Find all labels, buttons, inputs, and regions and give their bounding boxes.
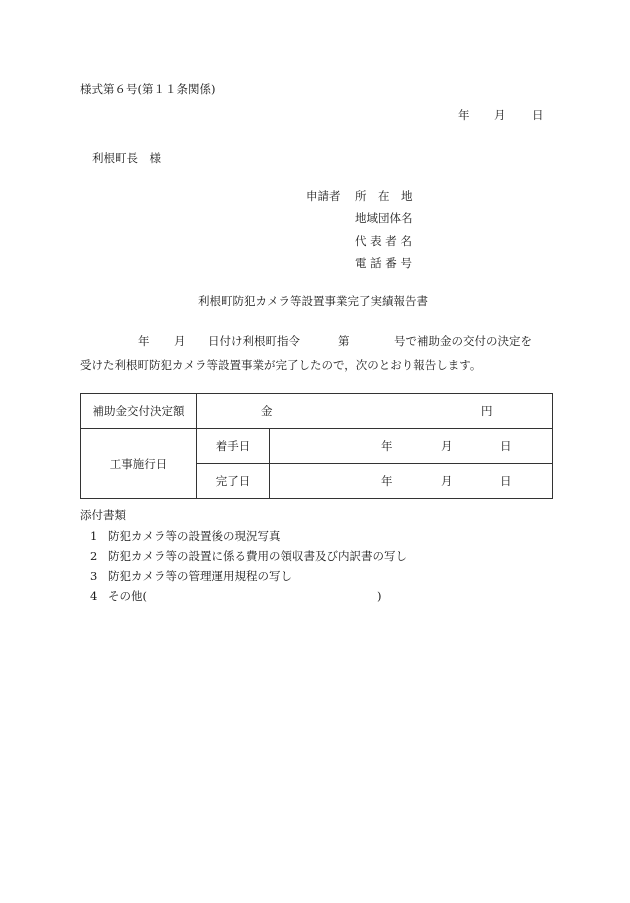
attachment-item [90, 591, 381, 603]
body-year: 年 [138, 334, 150, 348]
attachments-heading: 添付書類 [80, 508, 126, 522]
attachment-item [90, 551, 407, 563]
body-rest: 号で補助金の交付の決定を [394, 334, 532, 348]
amount-field[interactable] [197, 394, 553, 429]
attachment-number: 2 [90, 549, 98, 563]
end-date-label: 完了日 [197, 464, 270, 499]
attachment-item [90, 571, 292, 583]
date-month: 月 [494, 108, 506, 122]
end-year: 年 [381, 474, 393, 488]
start-date-field[interactable] [270, 429, 553, 464]
start-day: 日 [500, 439, 512, 453]
amount-row [81, 394, 553, 429]
date-year: 年 [458, 108, 470, 122]
start-row [81, 429, 553, 464]
document-title: 利根町防犯カメラ等設置事業完了実績報告書 [198, 294, 428, 308]
applicant-phone-label: 電 話 番 号 [355, 256, 412, 270]
attachment-text: その他( ) [108, 589, 382, 603]
body-line-2: 受けた利根町防犯カメラ等設置事業が完了したので，次のとおり報告します。 [80, 358, 482, 372]
attachment-number: 1 [90, 529, 98, 543]
body-line-1 [80, 336, 532, 348]
addressee: 利根町長 様 [92, 151, 161, 165]
end-month: 月 [441, 474, 453, 488]
end-day: 日 [500, 474, 512, 488]
start-year: 年 [381, 439, 393, 453]
body-month: 月 [174, 334, 186, 348]
submission-date [458, 110, 544, 122]
applicant-representative-label: 代 表 者 名 [355, 234, 412, 248]
amount-suffix: 円 [481, 404, 493, 418]
applicant-address-label: 所 在 地 [355, 189, 413, 203]
date-day: 日 [532, 108, 544, 122]
end-date-field[interactable] [270, 464, 553, 499]
attachment-number: 4 [90, 589, 98, 603]
attachment-text: 防犯カメラ等の設置に係る費用の領収書及び内訳書の写し [108, 549, 407, 563]
report-table [80, 393, 553, 499]
start-month: 月 [441, 439, 453, 453]
work-period-label: 工事施行日 [81, 429, 197, 499]
attachment-text: 防犯カメラ等の設置後の現況写真 [108, 529, 281, 543]
form-number: 様式第６号(第１１条関係) [80, 82, 216, 96]
start-date-label: 着手日 [197, 429, 270, 464]
amount-prefix: 金 [261, 404, 273, 418]
applicant-label: 申請者 [306, 189, 341, 203]
body-dai: 第 [338, 334, 350, 348]
applicant-group-name-label: 地域団体名 [355, 211, 413, 225]
attachment-item [90, 531, 281, 543]
body-date-suffix: 日付け利根町指令 [208, 334, 300, 348]
amount-label: 補助金交付決定額 [81, 394, 197, 429]
attachment-text: 防犯カメラ等の管理運用規程の写し [108, 569, 292, 583]
attachment-number: 3 [90, 569, 98, 583]
